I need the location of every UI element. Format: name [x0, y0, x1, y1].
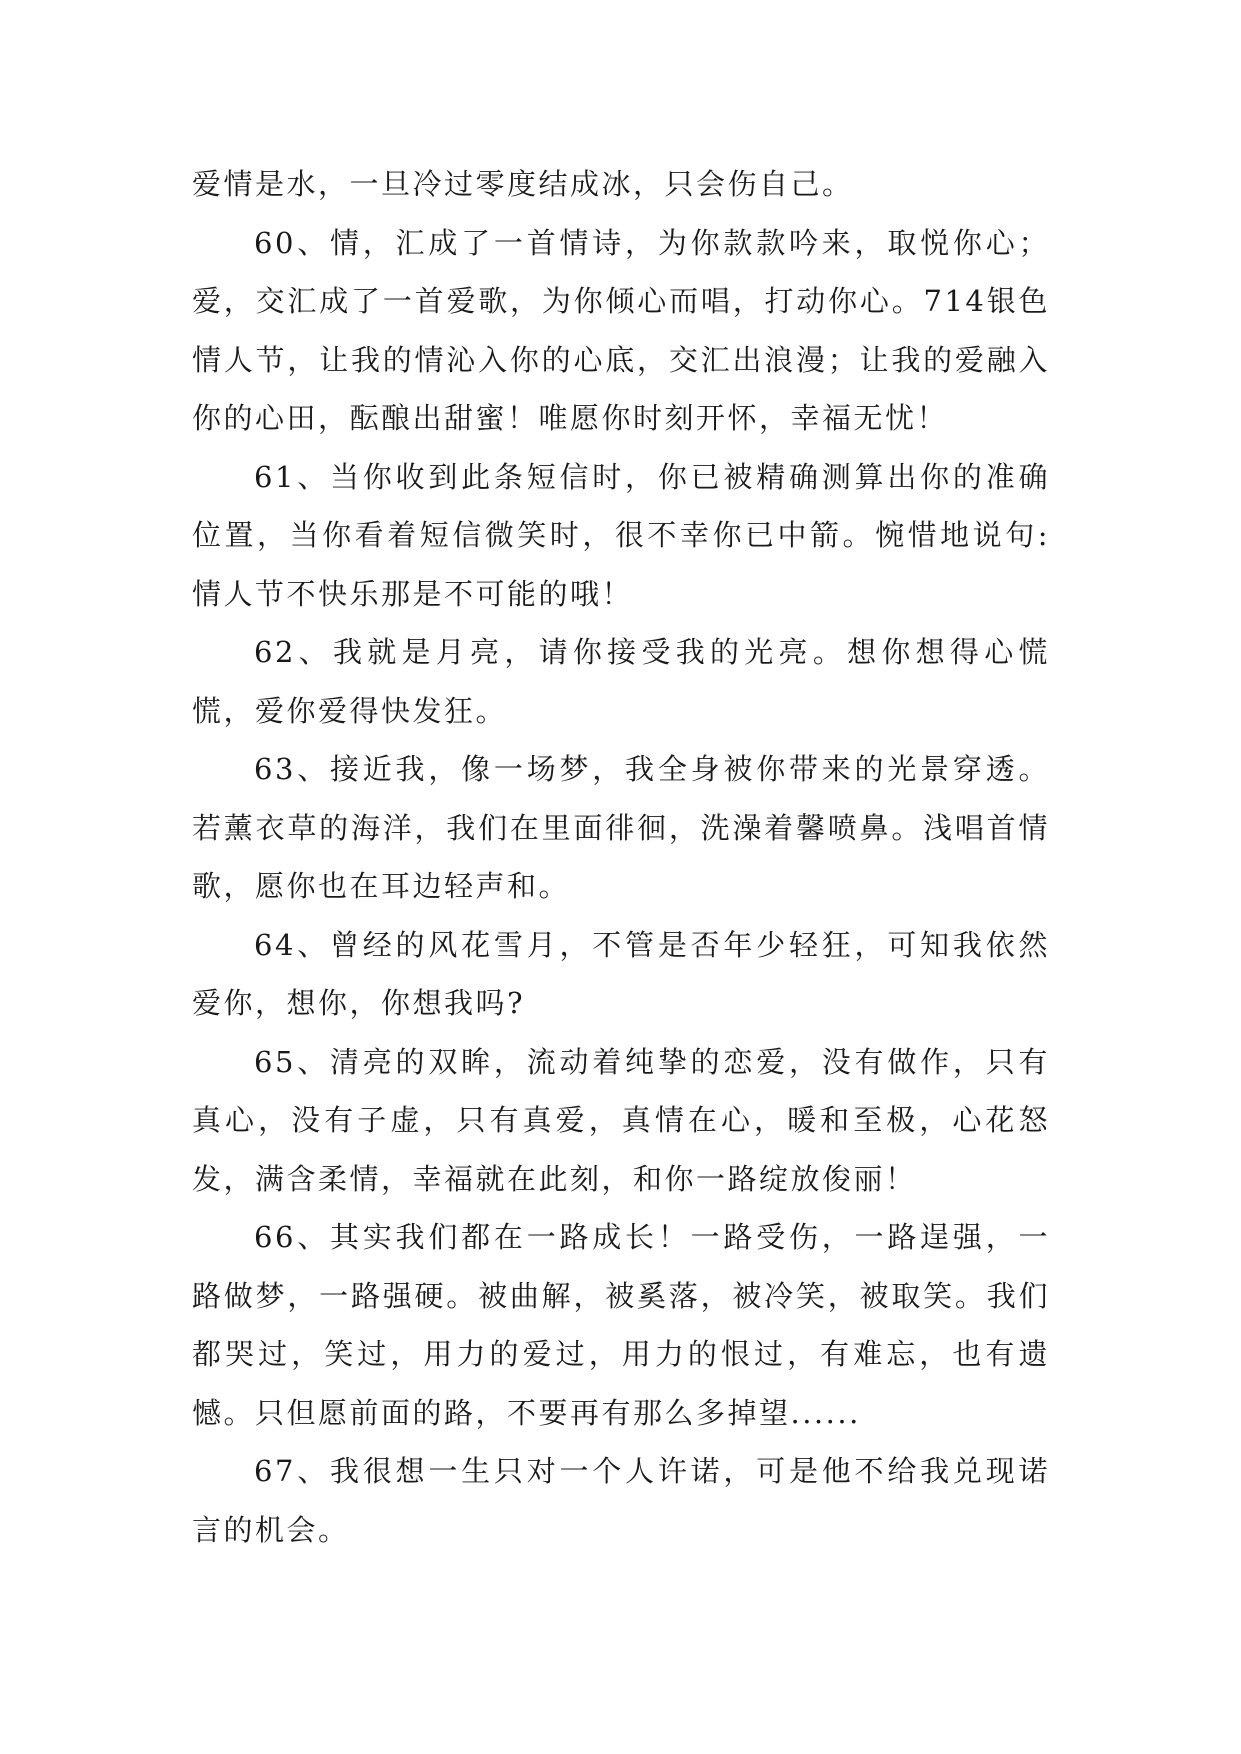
paragraph-62: 62、我就是月亮，请你接受我的光亮。想你想得心慌慌，爱你爱得快发狂。	[192, 635, 1050, 728]
paragraph-65: 65、清亮的双眸，流动着纯挚的恋爱，没有做作，只有真心，没有子虚，只有真爱，真情在心，暖和至极，心花怒发，满含柔情，幸福就在此刻，和你一路绽放俊丽！	[192, 1044, 1050, 1196]
paragraph-67: 67、我很想一生只对一个人许诺，可是他不给我兑现诺言的机会。	[192, 1454, 1050, 1547]
paragraph-continued: 爱情是水，一旦冷过零度结成冰，只会伤自己。	[192, 167, 854, 201]
paragraph-66: 66、其实我们都在一路成长！一路受伤，一路逞强，一路做梦，一路强硬。被曲解，被奚落，被冷笑，被取笑。我们都哭过，笑过，用力的爱过，用力的恨过，有难忘，也有遗憾。只但愿前面的路，不要再有那么多掉望......	[192, 1220, 1050, 1430]
paragraph-61: 61、当你收到此条短信时，你已被精确测算出你的准确位置，当你看着短信微笑时，很不幸你已中箭。惋惜地说句:情人节不快乐那是不可能的哦！	[192, 459, 1050, 611]
paragraph-63: 63、接近我，像一场梦，我全身被你带来的光景穿透。若薰衣草的海洋，我们在里面徘徊，洗澡着馨喷鼻。浅唱首情歌，愿你也在耳边轻声和。	[192, 752, 1050, 903]
paragraph-60: 60、情，汇成了一首情诗，为你款款吟来，取悦你心；爱，交汇成了一首爱歌，为你倾心而唱，打动你心。714银色情人节，让我的情沁入你的心底，交汇出浪漫；让我的爱融入你的心田，酝酿出甜蜜！唯愿你时刻开怀，幸福无忧！	[192, 225, 1050, 435]
paragraph-64: 64、曾经的风花雪月，不管是否年少轻狂，可知我依然爱你，想你，你想我吗?	[192, 927, 1050, 1020]
document-body	[192, 155, 1050, 1559]
